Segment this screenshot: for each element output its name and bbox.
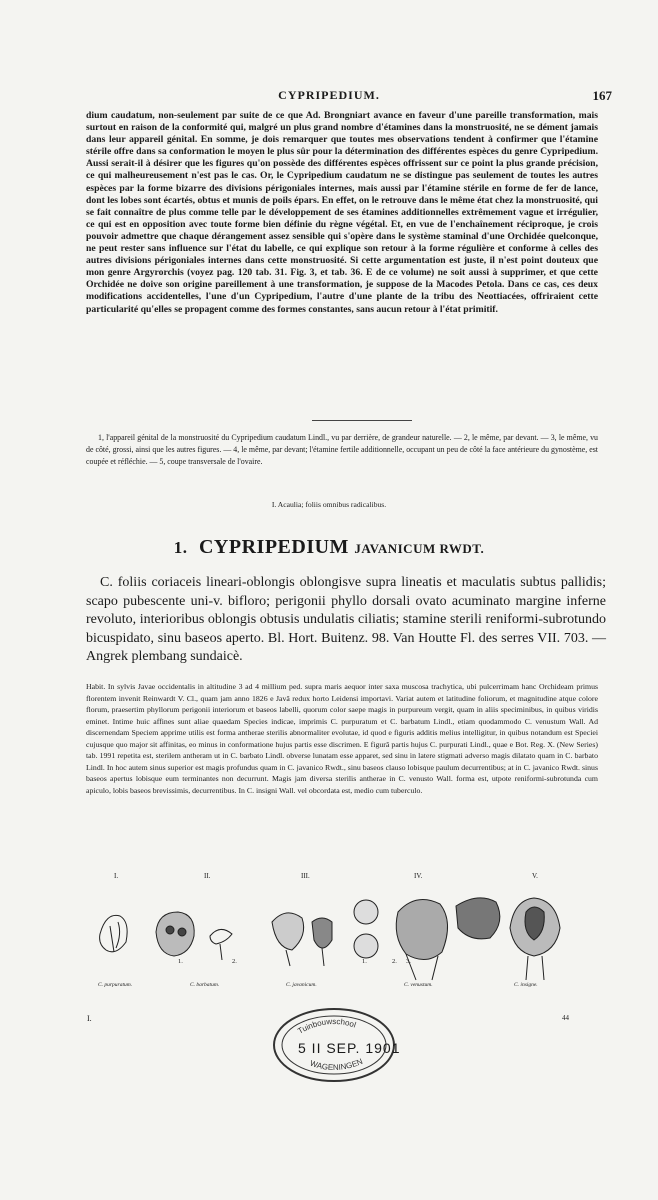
figure-sublabel: 3. [406, 958, 411, 965]
drawing-javanicum [272, 913, 332, 966]
species-genus: CYPRIPEDIUM [198, 536, 349, 558]
figure-species-caption: C. insigne. [514, 982, 538, 988]
species-number: 1. [173, 538, 188, 557]
drawing-barbatum [156, 912, 232, 960]
drawing-purpuratum [100, 915, 128, 952]
figure-label: IV. [414, 872, 423, 880]
svg-text:WAGENINGEN [309, 1057, 364, 1072]
figure-species-caption: C. javanicum. [286, 982, 317, 988]
section-label: I. Acaulia; foliis omnibus radicalibus. [271, 500, 387, 509]
figure-caption [86, 432, 598, 468]
drawing-insigne [510, 898, 560, 980]
figure-caption-text: 1, l'appareil génital de la monstruosité du Cypripedium caudatum Lindl., vu par derrière, de grandeur naturelle. — 2, le même, par devant. — 3, le même, vu de côté, grossi, ainsi que les autres figures. — 4, le même, par devant; l'étamine fertile additionnelle, occupant un peu de côté la face antérieure du gynostème, est coupée et réfléchie. — 5, coupe transversale de l'ovaire. [86, 433, 598, 466]
species-epithet: JAVANICUM RWDT. [354, 541, 485, 556]
figure-label: II. [204, 872, 211, 880]
stamp-text-bottom: WAGENINGEN [308, 1056, 364, 1073]
stamp-date: 5 II SEP. 1901 [298, 1040, 401, 1056]
stamp-text-top: Tuinbouwschool [296, 1016, 358, 1036]
figure-sublabel: 1. [362, 958, 367, 965]
botanical-drawings [86, 882, 586, 992]
species-diagnosis: C. foliis coriaceis lineari-oblongis oblongisve supra lineatis et maculatis subtus pallidis; scapo pubescente uni-v. bifloro; perigonii phyllo dorsali ovato acuminato margine inferne revoluto, interioribus oblongis obtusis undulatis ciliatis; stamine sterili reniformi-subrotundo bicuspidato, sinu baseos aperto. Bl. Hort. Buitenz. 98. Van Houtte Fl. des serres VII. 703. — Angrek plembang sundaicè. [86, 575, 606, 664]
body-paragraph: dium caudatum, non-seulement par suite de ce que Ad. Brongniart avance en faveur d'une pareille transformation, mais surtout en raison de la conformité qui, malgré un plus grand nombre d'étamines dans la monstruosité, ne se dément jamais dans leur appareil génital. En somme, je dois remarquer que toutes mes observations tendent à confirmer que l'étamine stérile offre dans sa conformation le moyen le plus sûr pour la détermination des différentes espèces du genre Cypripedium. Aussi serait-il à désirer que les figures qu'on possède des différentes espèces offrissent sur ce point la plus grande précision, ce qui malheureusement n'est pas le cas. Or, le Cypripedium caudatum ne se distingue pas seulement de toutes les autres espèces par la forme bizarre des divisions périgoniales internes, mais aussi par l'étamine stérile en forme de fer de lance, dont les lobes sont écartés, obtus et munis de poils épars. En effet, on le retrouve dans le même état chez la monstruosité, qui se fait connaître de plus comme telle par le développement de ses étamines additionnelles extrêmement vague et irrégulier, ce qui est en opposition avec toute forme bien définie du règne végétal. Et, en vue de l'enchaînement réciproque, je crois pouvoir admettre que chaque dérangement assez sensible qui s'opère dans le système staminal d'une Orchidée quelconque, ne peut rester sans influence sur l'état du labelle, ce qui explique son retour à la forme régulière et conforme à celles des autres divisions périgoniales internes dans cette monstruosité. Si cette argumentation est juste, il n'est point douteux que mon genre Argyrorchis (voyez pag. 120 tab. 31. Fig. 3, et tab. 36. E de ce volume) ne soit aussi à supprimer, et que cette Orchidée ne doive son origine pareillement à une transformation, je suppose de la Macodes Petola. Dans ce cas, ces deux modifications accidentelles, l'une d'un Cypripedium, l'autre d'une plante de la tribu des Neottiacées, offriraient cette particularité qu'elles se propagent comme des formes constantes, sans aucun retour à l'état primitif. [86, 110, 598, 315]
plate-number-right: 44 [562, 1014, 569, 1022]
species-heading [0, 536, 658, 559]
figure-species-caption: C. purpuratum. [98, 982, 133, 988]
figure-label: I. [114, 872, 119, 880]
page-number: 167 [592, 88, 612, 103]
figure-species-caption: C. venustum. [404, 982, 433, 988]
figure-species-caption: C. barbatum. [190, 982, 220, 988]
plate-number-left: I. [87, 1014, 92, 1023]
svg-text:Tuinbouwschool [296, 1017, 357, 1036]
habitat-paragraph: Habit. In sylvis Javae occidentalis in altitudine 3 ad 4 millium ped. supra maris aequor inter saxa muscosa trachytica, ubi pulcerrimam hanc Orchideam primus florentem invenit Reinwardt V. Cl., quam jam anno 1826 e Javâ redux horto Leidensi importavi. Variat autem et latitudine foliorum, et magnitudine atque colore florum, praesertim phyllorum perigonii interiorum et baseos labelli, quorum color saepe magis in purpureum vergit, quam in aliis speciminibus, in quibus viridis eminet. Intime huic affines sunt aliae quaedam Species indicae, imprimis C. purpuratum et C. barbatum Lindl., etiam quodammodo C. venustum Wall. Ad discernendam Speciem apprime utilis est forma antherae sterilis abnormaliter evolutae, id quod e figuris additis melius intelligitur, in quibus notandum est Speciei cujusque quo major sit affinitas, eo minus in conformatione hujus partis esse discrimen. E figurâ partis hujus C. purpurati Lindl., quae e Bot. Reg. X. (New Series) tab. 1991 repetita est, sterilem antheram ut in C. barbato Lindl. obverse lunatam esse apparet, sed sinu in latere stigmati adverso magis dilatato quam in C. barbato Lindl. In hoc autem sinus superior est magis profundus quam in C. javanico Rwdt., sinu baseos clauso lobisque paulum decurrentibus; at in C. javanico Rwdt. sinus baseos apertus lobisque eum terminantes non decurrunt. Magis jam diversa sterilis antherae in C. venusto Wall. forma est, utpote reniformi-subrotunda cum apiculo, lobis baseos brevissimis, decurrentibus. In C. insigni Wall. vel obcordata est, medio cum tuberculo. [86, 682, 598, 795]
figure-label: III. [301, 872, 310, 880]
figure-sublabel: 2. [392, 958, 397, 965]
running-head [0, 88, 658, 108]
figure-label: V. [532, 872, 538, 880]
drawing-venustum [354, 898, 500, 980]
running-title: CYPRIPEDIUM. [278, 88, 380, 102]
figure-sublabel: 2. [232, 958, 237, 965]
figure-sublabel: 1. [178, 958, 183, 965]
section-divider [312, 420, 412, 421]
figure-plate [86, 872, 586, 992]
